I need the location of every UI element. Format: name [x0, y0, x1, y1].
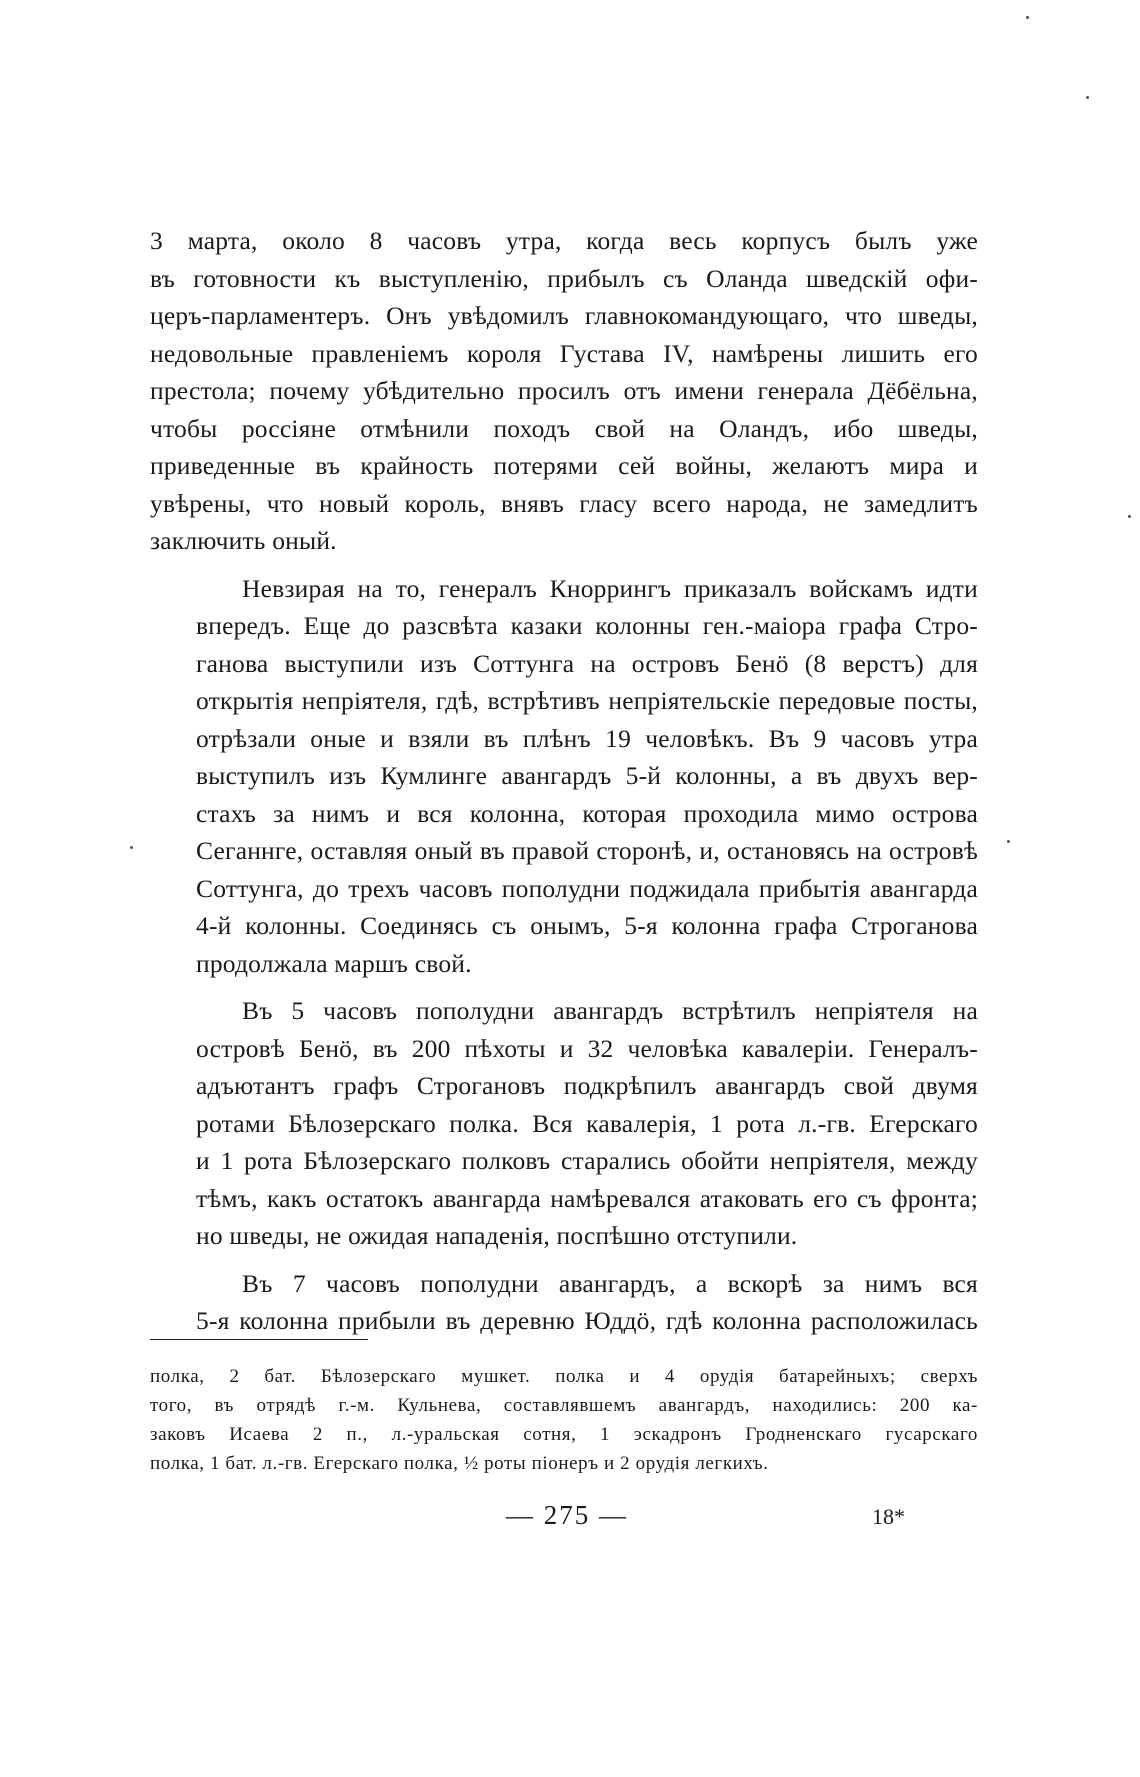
- text-line: увѣрены, что новый король, внявъ гласу всего народа, не замедлитъ: [150, 488, 978, 518]
- footnote-line: полка, 2 бат. Бѣлозерскаго мушкет. полка и 4 орудія батарейныхъ; сверхъ: [150, 1366, 978, 1387]
- text-line: Въ 5 часовъ пополудни авангардъ встрѣтилъ непріятеля на: [242, 996, 978, 1025]
- paper-speck: [1026, 16, 1029, 19]
- text-line: Соттунга, до трехъ часовъ пополудни поджидала прибытія авангарда: [196, 873, 978, 903]
- paper-speck: [1128, 515, 1131, 518]
- sheet-signature: 18*: [872, 1504, 905, 1529]
- text-line: недовольные правленіемъ короля Густава IV, намѣрены лишить его: [150, 338, 978, 368]
- text-line: ротами Бѣлозерскаго полка. Вся кавалерія, 1 рота л.-гв. Егерскаго: [196, 1108, 978, 1138]
- text-line: продолжала маршъ свой.: [196, 948, 472, 978]
- text-line: Сеганнге, оставляя оный въ правой сторонѣ, и, остановясь на островѣ: [196, 836, 978, 865]
- text-line: Въ 7 часовъ пополудни авангардъ, а вскорѣ за нимъ вся: [242, 1268, 978, 1298]
- footnote: [150, 1362, 978, 1478]
- text-line: церъ-парламентеръ. Онъ увѣдомилъ главнокомандующаго, что шведы,: [150, 301, 978, 330]
- text-line: и 1 рота Бѣлозерскаго полковъ старались обойти непріятеля, между: [196, 1146, 978, 1175]
- text-line: приведенные въ крайность потерями сей войны, желаютъ мира и: [150, 451, 978, 480]
- page-number: — 275 —: [506, 1500, 628, 1530]
- text-line: стахъ за нимъ и вся колонна, которая проходила мимо острова: [196, 798, 978, 828]
- footnote-line: заковъ Исаева 2 п., л.-уральская сотня, 1 эскадронъ Гродненскаго гусарскаго: [150, 1424, 978, 1445]
- text-line: островѣ Бенö, въ 200 пѣхоты и 32 человѣка кавалеріи. Генералъ-: [196, 1033, 978, 1063]
- paper-speck: [130, 846, 133, 849]
- text-line: 4-й колонны. Соединясь съ онымъ, 5-я колонна графа Строганова: [196, 911, 978, 940]
- paper-speck: [1086, 96, 1089, 99]
- text-line: тѣмъ, какъ остатокъ авангарда намѣревался атаковать его съ фронта;: [196, 1183, 978, 1213]
- text-line: открытія непріятеля, гдѣ, встрѣтивъ непріятельскіе передовые посты,: [196, 686, 978, 715]
- footnote-separator: [150, 1339, 368, 1340]
- main-text: [150, 222, 978, 1350]
- paragraph-4: [150, 1265, 978, 1340]
- text-line: адъютантъ графъ Строгановъ подкрѣпилъ авангардъ свой двумя: [196, 1071, 978, 1100]
- footnote-line: полка, 1 бат. л.-гв. Егерскаго полка, ½ роты піонеръ и 2 орудія легкихъ.: [150, 1453, 769, 1474]
- text-line: заключить оный.: [150, 526, 337, 555]
- paragraph-3: [150, 992, 978, 1255]
- footnote-line: того, въ отрядѣ г.-м. Кульнева, составлявшемъ авангардъ, находились: 200 ка-: [150, 1395, 978, 1416]
- text-line: ганова выступили изъ Соттунга на островъ Бенö (8 верстъ) для: [196, 648, 978, 678]
- text-line: въ готовности къ выступленію, прибылъ съ Оланда шведскій офи-: [150, 263, 978, 293]
- text-line: 3 марта, около 8 часовъ утра, когда весь корпусъ былъ уже: [150, 226, 978, 255]
- text-line: Невзирая на то, генералъ Кноррингъ приказалъ войскамъ идти: [242, 573, 978, 603]
- text-line: впередъ. Еще до разсвѣта казаки колонны ген.-маіора графа Стро-: [196, 611, 978, 640]
- text-line: выступилъ изъ Кумлинге авангардъ 5-й колонны, а въ двухъ вер-: [196, 761, 978, 790]
- paper-speck: [1007, 840, 1010, 843]
- text-line: чтобы россіяне отмѣнили походъ свой на Оландъ, ибо шведы,: [150, 413, 978, 443]
- text-line: отрѣзали оные и взяли въ плѣнъ 19 человѣкъ. Въ 9 часовъ утра: [196, 723, 978, 753]
- text-line: 5-я колонна прибыли въ деревню Юддö, гдѣ колонна расположилась: [196, 1306, 978, 1335]
- text-line: престола; почему убѣдительно просилъ отъ имени генерала Дёбёльна,: [150, 376, 978, 405]
- paragraph-1: [150, 222, 978, 560]
- paragraph-2: [150, 570, 978, 983]
- text-line: но шведы, не ожидая нападенія, поспѣшно отступили.: [196, 1221, 798, 1250]
- page-footer: [0, 1500, 1140, 1540]
